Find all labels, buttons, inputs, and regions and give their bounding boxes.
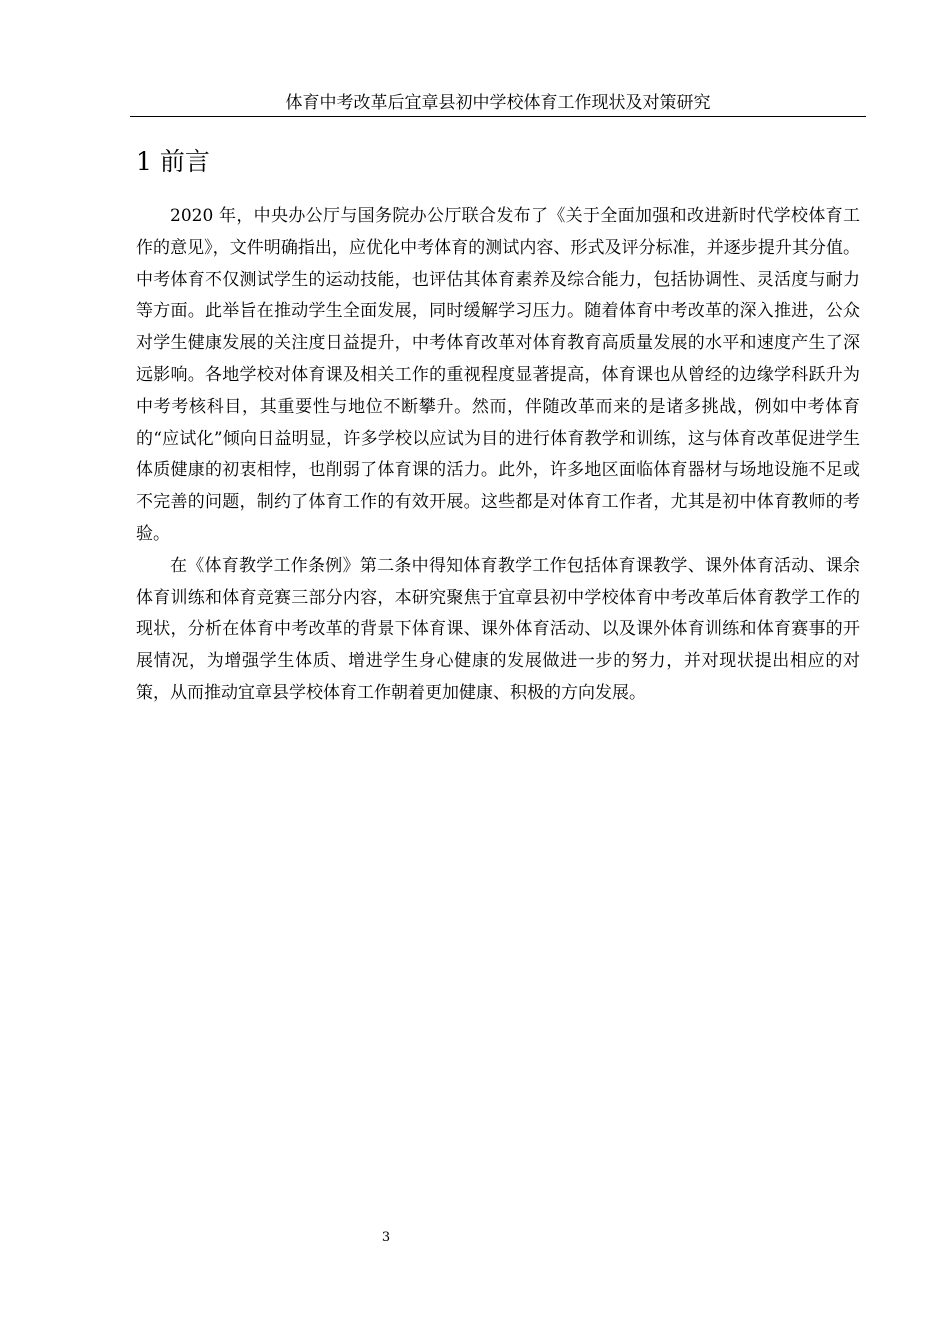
running-header: 体育中考改革后宜章县初中学校体育工作现状及对策研究: [130, 92, 866, 117]
paragraph-1: 2020 年，中央办公厅与国务院办公厅联合发布了《关于全面加强和改进新时代学校体育工作的意见》，文件明确指出，应优化中考体育的测试内容、形式及评分标准，并逐步提升其分值。中考体育不仅测试学生的运动技能，也评估其体育素养及综合能力，包括协调性、灵活度与耐力等方面。此举旨在推动学生全面发展，同时缓解学习压力。随着体育中考改革的深入推进，公众对学生健康发展的关注度日益提升，中考体育改革对体育教育高质量发展的水平和速度产生了深远影响。各地学校对体育课及相关工作的重视程度显著提高，体育课也从曾经的边缘学科跃升为中考考核科目，其重要性与地位不断攀升。然而，伴随改革而来的是诸多挑战，例如中考体育的“应试化”倾向日益明显，许多学校以应试为目的进行体育教学和训练，这与体育改革促进学生体质健康的初衷相悖，也削弱了体育课的活力。此外，许多地区面临体育器材与场地设施不足或不完善的问题，制约了体育工作的有效开展。这些都是对体育工作者，尤其是初中体育教师的考验。: [136, 206, 860, 544]
paragraph-2: 在《体育教学工作条例》第二条中得知体育教学工作包括体育课教学、课外体育活动、课余体育训练和体育竞赛三部分内容，本研究聚焦于宜章县初中学校体育中考改革后体育教学工作的现状，分析在体育中考改革的背景下体育课、课外体育活动、以及课外体育训练和体育赛事的开展情况，为增强学生体质、增进学生身心健康的发展做进一步的努力，并对现状提出相应的对策，从而推动宜章县学校体育工作朝着更加健康、积极的方向发展。: [136, 555, 860, 703]
page-number: 3: [381, 1230, 391, 1245]
body-text: [136, 201, 860, 710]
section-title: 1 前言: [136, 147, 210, 176]
